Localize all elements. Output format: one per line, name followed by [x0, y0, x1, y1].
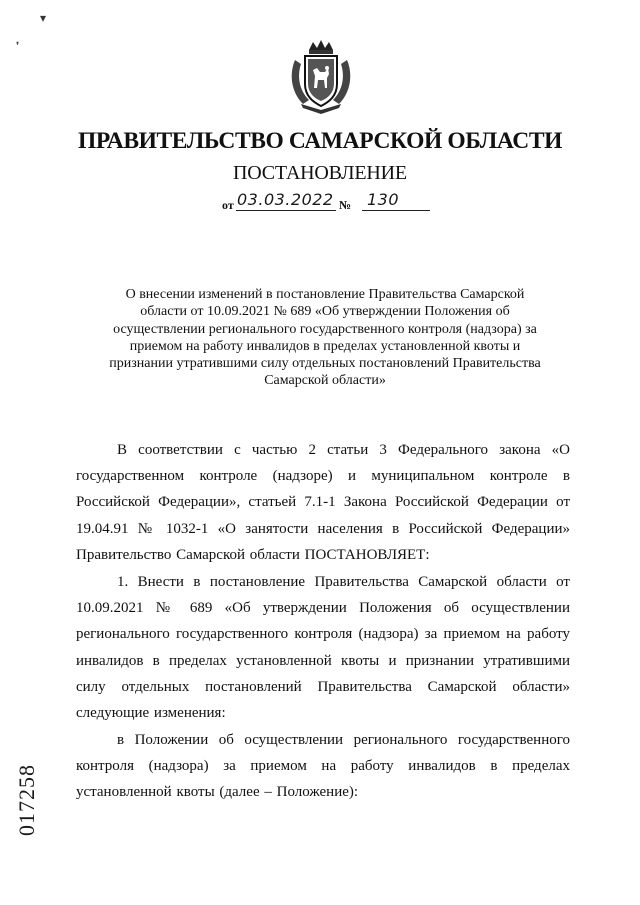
government-title: ПРАВИТЕЛЬСТВО САМАРСКОЙ ОБЛАСТИ — [77, 128, 562, 154]
document-type: ПОСТАНОВЛЕНИЕ — [233, 162, 407, 184]
date-prefix: от — [222, 198, 234, 212]
date-number-line — [222, 190, 432, 214]
scan-mark: ▾ — [40, 11, 47, 25]
body-paragraph-2: 1. Внести в постановление Правительства Самарской области от 10.09.2021 № 689 «Об утверждении Положения об осуществлении регионального государственного контроля (надзора) за приемом на работу инвалидов в пределах установленной квоты и признании утратившими силу отдельных постановлений Правительства Самарской области» следующие изменения: — [76, 574, 570, 722]
coat-of-arms-emblem-icon — [287, 38, 355, 114]
handwritten-number: 130 — [367, 190, 400, 209]
number-underline — [362, 210, 430, 211]
scan-mark: ❜ — [16, 41, 20, 52]
number-prefix: № — [339, 198, 352, 212]
document-subject: О внесении изменений в постановление Правительства Самарской области от 10.09.2021 № 689 «Об утверждении Положения об осуществлении регионального государственного контроля (надзора) за приемом на работу инвалидов в пределах установленной квоты и признании утратившими силу отдельных постановлений Правительства Самарской области» — [109, 287, 541, 389]
registration-stamp-number: 017258 — [14, 764, 39, 836]
body-paragraph-3: в Положении об осуществлении регионального государственного контроля (надзора) за приемом на работу инвалидов в пределах установленной квоты (далее – Положение): — [76, 732, 570, 801]
handwritten-date: 03.03.2022 — [237, 190, 334, 209]
date-underline — [236, 210, 336, 211]
body-paragraph-1: В соответствии с частью 2 статьи 3 Федерального закона «О государственном контроле (надзоре) и муниципальном контроле в Российской Федерации», статьей 7.1-1 Закона Российской Федерации от 19.04.91 № 1032-1 «О занятости населения в Российской Федерации» Правительство Самарской области ПОСТАНОВЛЯЕТ: — [76, 442, 570, 563]
